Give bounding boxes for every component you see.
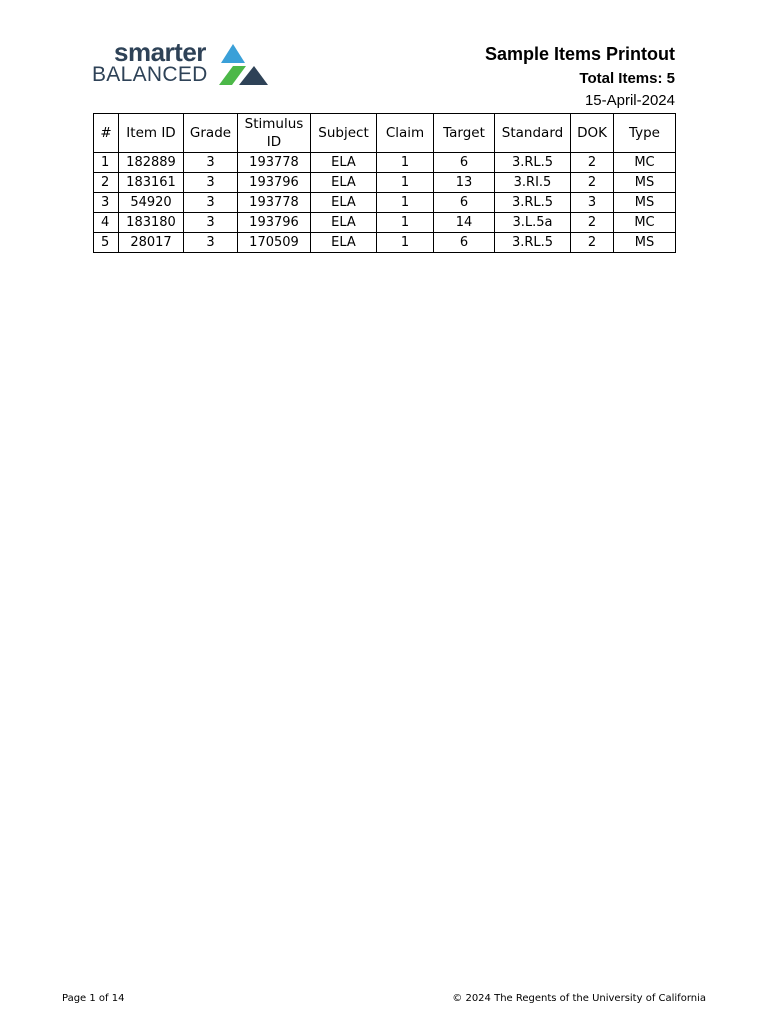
cell-dok: 3 [571,193,614,213]
cell-number: 1 [94,153,119,173]
cell-claim: 1 [377,233,434,253]
page-number: Page 1 of 14 [62,993,125,1004]
column-header-claim: Claim [377,114,434,153]
cell-claim: 1 [377,193,434,213]
cell-subject: ELA [311,153,377,173]
table-row [94,233,676,253]
cell-dok: 2 [571,153,614,173]
cell-number: 3 [94,193,119,213]
cell-target: 14 [434,213,495,233]
column-header-standard: Standard [495,114,571,153]
cell-number: 5 [94,233,119,253]
cell-dok: 2 [571,173,614,193]
cell-subject: ELA [311,173,377,193]
cell-stimulus-id: 193778 [238,193,311,213]
cell-claim: 1 [377,173,434,193]
cell-target: 6 [434,233,495,253]
cell-type: MS [614,233,676,253]
cell-claim: 1 [377,153,434,173]
cell-standard: 3.RL.5 [495,193,571,213]
cell-item-id: 183180 [119,213,184,233]
cell-dok: 2 [571,233,614,253]
cell-subject: ELA [311,233,377,253]
cell-target: 13 [434,173,495,193]
cell-grade: 3 [184,233,238,253]
cell-type: MS [614,173,676,193]
cell-subject: ELA [311,213,377,233]
cell-item-id: 183161 [119,173,184,193]
cell-type: MS [614,193,676,213]
page-title: Sample Items Printout [484,44,675,64]
cell-grade: 3 [184,173,238,193]
cell-standard: 3.RL.5 [495,153,571,173]
cell-standard: 3.RL.5 [495,233,571,253]
cell-item-id: 28017 [119,233,184,253]
column-header-number: # [94,114,119,153]
cell-number: 4 [94,213,119,233]
column-header-target: Target [434,114,495,153]
cell-standard: 3.RI.5 [495,173,571,193]
table-row [94,173,676,193]
smarter-balanced-logo [92,37,272,88]
cell-type: MC [614,213,676,233]
cell-dok: 2 [571,213,614,233]
cell-item-id: 182889 [119,153,184,173]
cell-target: 6 [434,153,495,173]
column-header-type: Type [614,114,676,153]
logo-text-balanced: BALANCED [92,63,208,86]
cell-target: 6 [434,193,495,213]
cell-standard: 3.L.5a [495,213,571,233]
column-header-subject: Subject [311,114,377,153]
logo-text-smarter: smarter [114,37,206,67]
cell-stimulus-id: 170509 [238,233,311,253]
table-row [94,213,676,233]
items-table [93,113,676,253]
cell-number: 2 [94,173,119,193]
table-row [94,153,676,173]
cell-item-id: 54920 [119,193,184,213]
cell-grade: 3 [184,153,238,173]
table-row [94,193,676,213]
column-header-grade: Grade [184,114,238,153]
copyright-notice: © 2024 The Regents of the University of California [452,993,706,1004]
logo-triangles-icon [219,43,269,85]
cell-claim: 1 [377,213,434,233]
cell-grade: 3 [184,213,238,233]
total-items: Total Items: 5 [579,70,675,87]
cell-type: MC [614,153,676,173]
print-date: 15-April-2024 [584,92,675,109]
cell-stimulus-id: 193796 [238,213,311,233]
column-header-dok: DOK [571,114,614,153]
table-header-row [94,114,676,153]
cell-grade: 3 [184,193,238,213]
cell-stimulus-id: 193796 [238,173,311,193]
cell-subject: ELA [311,193,377,213]
column-header-item-id: Item ID [119,114,184,153]
cell-stimulus-id: 193778 [238,153,311,173]
column-header-stimulus-id: Stimulus ID [238,114,311,153]
